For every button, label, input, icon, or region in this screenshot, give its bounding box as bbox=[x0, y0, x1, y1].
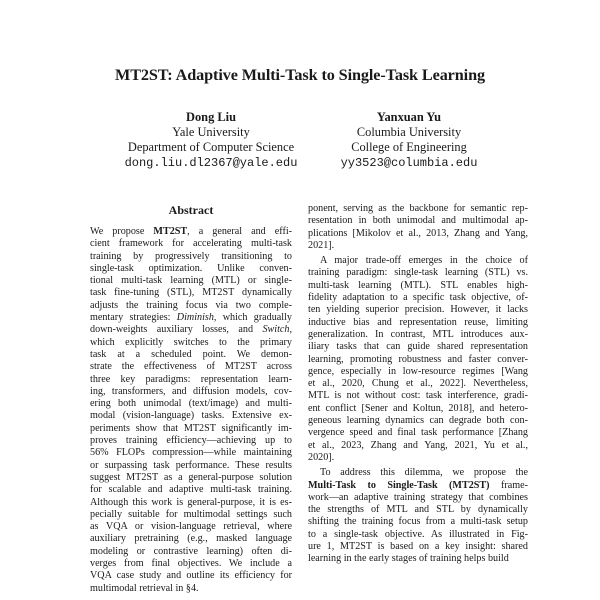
body-column bbox=[308, 203, 528, 566]
text-line: shifting the training focus from a multi-task setup bbox=[308, 516, 528, 528]
text-line: adjusts the training focus via two comple- bbox=[90, 299, 292, 311]
text-line: ent conflict [Sener and Koltun, 2018], and hetero- bbox=[308, 402, 528, 414]
abstract-heading: Abstract bbox=[168, 203, 214, 217]
text-line: generalization. In contrast, MTL introduces aux- bbox=[308, 328, 528, 340]
text-line: modal (vision-language) tasks. Extensive ex- bbox=[90, 410, 292, 422]
text-line: learning in the early stages of training helps build bbox=[308, 553, 509, 565]
text-line: or surpassing task performance. These results bbox=[90, 459, 292, 471]
body-paragraph bbox=[308, 255, 528, 464]
text-line: proves training efficiency—achieving up to bbox=[90, 435, 292, 447]
text-line: the strengths of MTL and STL by dynamically bbox=[308, 504, 528, 516]
text-line: multi-task learning (MTL). STL enables high- bbox=[308, 279, 528, 291]
text-line: vergence speed and final task performance [Zhang bbox=[308, 427, 528, 439]
text-line: modeling or contrastive learning) often di- bbox=[90, 545, 292, 557]
text-line: training by progressively transitioning to bbox=[90, 250, 292, 262]
text-line: ering both unimodal (text/image) and multi- bbox=[90, 398, 292, 410]
paper-title: MT2ST: Adaptive Multi-Task to Single-Task Learning bbox=[115, 66, 485, 84]
text-line: periments show that MT2ST significantly im- bbox=[90, 422, 292, 434]
author-name: Dong Liu bbox=[186, 110, 236, 124]
text-line: et al., 2020, Chung et al., 2022]. Nevertheless, bbox=[308, 378, 528, 390]
text-line: et al., 2023, Zhang and Yang, 2021, Yu et al., bbox=[308, 439, 528, 451]
text-line: down-weights auxiliary losses, and Switch, bbox=[90, 324, 292, 336]
text-line: three key paradigms: representation learn- bbox=[90, 373, 292, 385]
text-line: VQA case study and outline its efficiency for bbox=[90, 570, 292, 582]
text-line: 2021]. bbox=[308, 239, 335, 251]
text-line: We propose MT2ST, a general and effi- bbox=[90, 226, 292, 237]
text-line: single-task optimization. Unlike conven- bbox=[90, 262, 292, 274]
text-line: ten yielding superior precision. However, it lacks bbox=[308, 304, 528, 316]
text-line: gence, especially in low-resource regimes [Wang bbox=[308, 365, 528, 377]
author-department: Department of Computer Science bbox=[127, 140, 295, 155]
author-affiliation: Yale University bbox=[172, 125, 250, 140]
text-line: strate the effectiveness of MT2ST across bbox=[90, 361, 292, 373]
text-line: learning, promoting robustness and faster conver- bbox=[308, 353, 528, 365]
text-line: To address this dilemma, we propose the bbox=[320, 467, 528, 479]
text-line: to a single-task objective. As illustrated in Fig- bbox=[308, 528, 528, 540]
text-line: MTL is not without cost: task interference, gradi- bbox=[308, 390, 528, 402]
body-paragraph bbox=[308, 203, 528, 252]
text-line: fidelity adaptation to a specific task objective, of- bbox=[308, 292, 528, 304]
text-line: training paradigm: single-task learning (STL) vs. bbox=[308, 267, 528, 279]
text-line: 56% FLOPs compression—while maintaining bbox=[90, 447, 292, 459]
author-email: dong.liu.dl2367@yale.edu bbox=[124, 155, 298, 170]
text-line: as VQA or vision-language retrieval, where bbox=[90, 521, 292, 533]
text-line: task fine-tuning (STL), MT2ST dynamically bbox=[90, 287, 292, 299]
author-department: College of Engineering bbox=[351, 140, 467, 155]
text-line: Although this work is general-purpose, it is es- bbox=[90, 496, 292, 508]
text-line: cient framework for accelerating multi-task bbox=[90, 238, 292, 250]
text-line: mentary strategies: Diminish, which gradually bbox=[90, 312, 292, 324]
text-line: Multi-Task to Single-Task (MT2ST) frame- bbox=[308, 479, 528, 491]
text-line: geneous learning dynamics can degrade both con- bbox=[308, 415, 528, 427]
text-line: pecially suitable for multimodal settings such bbox=[90, 508, 292, 520]
abstract-text bbox=[90, 226, 292, 595]
author-name: Yanxuan Yu bbox=[376, 110, 442, 124]
text-line: verges from final objectives. We include a bbox=[90, 558, 292, 570]
text-line: ing, transformers, and diffusion models, cov- bbox=[90, 385, 292, 397]
author-affiliation: Columbia University bbox=[356, 125, 462, 140]
text-line: tional multi-task learning (MTL) or single- bbox=[90, 275, 292, 287]
body-text bbox=[308, 203, 528, 566]
author-block-2 bbox=[289, 110, 529, 171]
text-line: which explicitly switches to the primary bbox=[90, 336, 292, 348]
text-line: auxiliary pretraining (e.g., masked language bbox=[90, 533, 292, 545]
text-line: iliary tasks that can guide shared representation bbox=[308, 341, 528, 353]
text-line: ponent, serving as the backbone for semantic rep- bbox=[308, 203, 528, 214]
text-line: suggest MT2ST as a general-purpose solution bbox=[90, 471, 293, 483]
text-line: 2020]. bbox=[308, 451, 335, 463]
abstract-column bbox=[90, 203, 292, 595]
text-line: for scalable and adaptive multi-task training. bbox=[90, 484, 292, 496]
text-line: work—an adaptive training strategy that combines bbox=[308, 491, 528, 503]
text-line: resentation in both unimodal and multimodal ap- bbox=[308, 215, 528, 227]
text-line: plications [Mikolov et al., 2013, Zhang and Yang, bbox=[308, 227, 528, 239]
text-line: inductive bias and representation reuse, limiting bbox=[308, 316, 528, 328]
text-line: task at a scheduled point. We demon- bbox=[90, 348, 292, 360]
text-line: ure 1, MT2ST is based on a key insight: shared bbox=[308, 541, 528, 553]
author-email: yy3523@columbia.edu bbox=[340, 155, 478, 170]
body-paragraph bbox=[308, 467, 528, 565]
text-line: A major trade-off emerges in the choice of bbox=[320, 255, 528, 267]
text-line: multimodal retrieval in §4. bbox=[90, 582, 199, 594]
